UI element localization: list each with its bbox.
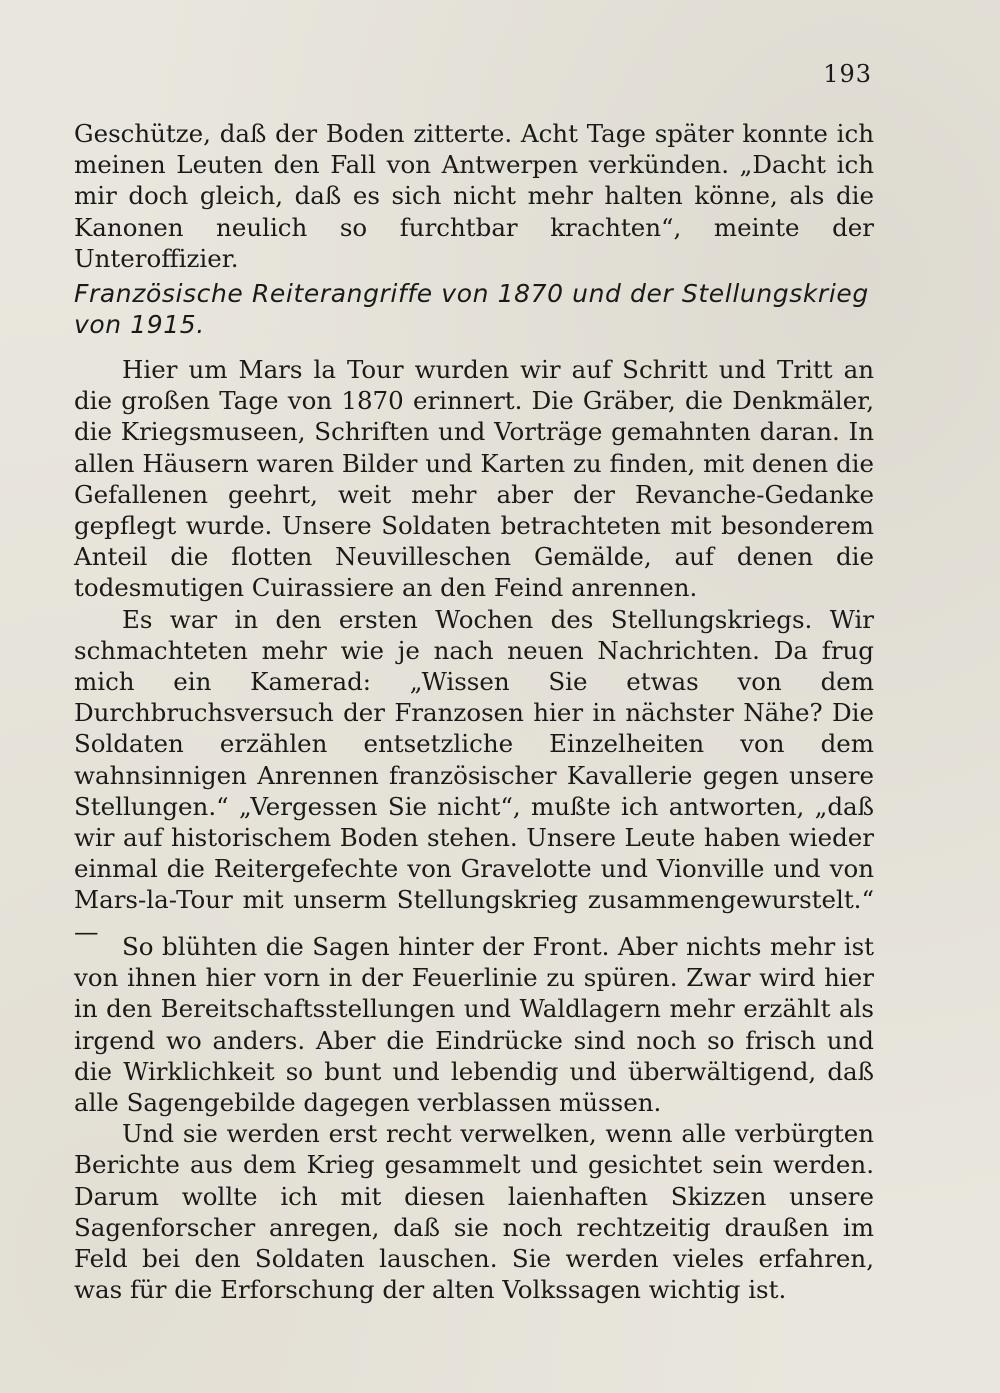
paragraph: Und sie werden erst recht verwelken, wenn alle verbürgten Berichte aus dem Krieg gesammelt und gesichtet sein werden. Darum wollte ich mit diesen laienhaften Skizzen unsere Sagenforscher anregen, daß sie noch rechtzeitig draußen im Feld bei den Soldaten lauschen. Sie werden vieles erfahren, was für die Erforschung der alten Volkssagen wichtig ist.: [74, 1119, 874, 1305]
paragraph: Hier um Mars la Tour wurden wir auf Schritt und Tritt an die großen Tage von 1870 erinnert. Die Gräber, die Denkmäler, die Kriegsmuseen, Schriften und Vorträge gemahnten daran. In allen Häusern waren Bilder und Karten zu finden, mit denen die Gefallenen geehrt, weit mehr aber der Revanche-Gedanke gepflegt wurde. Unsere Soldaten betrachteten mit besonderem Anteil die flotten Neuvilleschen Gemälde, auf denen die todesmutigen Cuirassiere an den Feind anrennen.: [74, 355, 874, 603]
intro-paragraph: Geschütze, daß der Boden zitterte. Acht Tage später konnte ich meinen Leuten den Fall von Antwerpen verkünden. „Dacht ich mir doch gleich, daß es sich nicht mehr halten könne, als die Kanonen neulich so furchtbar krachten“, meinte der Unteroffizier.: [74, 119, 874, 273]
page-number: 193: [823, 60, 872, 88]
section-heading: Französische Reiterangriffe von 1870 und der Stellungskrieg von 1915.: [74, 279, 869, 339]
paragraph: So blühten die Sagen hinter der Front. Aber nichts mehr ist von ihnen hier vorn in der Feuerlinie zu spüren. Zwar wird hier in den Bereitschaftsstellungen und Waldlagern mehr erzählt als irgend wo anders. Aber die Eindrücke sind noch so frisch und die Wirklichkeit so bunt und lebendig und überwältigend, daß alle Sagengebilde dagegen verblassen müssen.: [74, 932, 874, 1118]
section-1-text-block: [74, 354, 874, 947]
intro-text-block: [74, 118, 874, 274]
paragraph: Es war in den ersten Wochen des Stellungskriegs. Wir schmachteten mehr wie je nach neuen Nachrichten. Da frug mich ein Kamerad: „Wissen Sie etwas von dem Durchbruchsversuch der Franzosen hier in nächster Nähe? Die Soldaten erzählen entsetzliche Einzelheiten von dem wahnsinnigen Anrennen französischer Kavallerie gegen unsere Stellungen.“ „Vergessen Sie nicht“, mußte ich antworten, „daß wir auf historischem Boden stehen. Unsere Leute haben wieder einmal die Reitergefechte von Gravelotte und Vionville und von Mars-la-Tour mit unserm Stellungskrieg zusammengewurstelt.“ —: [74, 604, 874, 946]
section-2-text-block: [74, 931, 874, 1305]
